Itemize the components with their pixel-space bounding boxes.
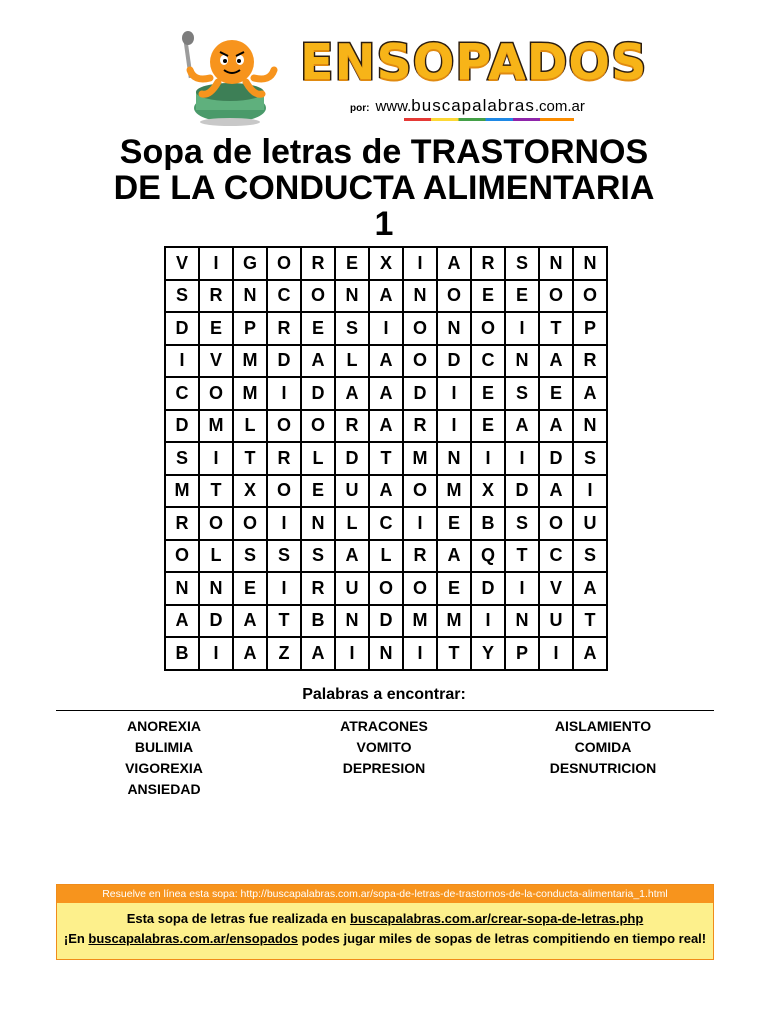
grid-cell: D [539, 442, 573, 475]
grid-cell: E [335, 247, 369, 280]
grid-cell: N [539, 247, 573, 280]
grid-cell: V [199, 345, 233, 378]
grid-cell: N [335, 280, 369, 313]
grid-cell: C [165, 377, 199, 410]
grid-cell: A [369, 280, 403, 313]
grid-cell: S [267, 540, 301, 573]
grid-cell: E [199, 312, 233, 345]
grid-cell: X [233, 475, 267, 508]
word-item: COMIDA [574, 739, 632, 755]
grid-cell: S [165, 280, 199, 313]
grid-cell: E [471, 410, 505, 443]
grid-row [165, 377, 607, 410]
grid-cell: D [403, 377, 437, 410]
grid-cell: A [369, 475, 403, 508]
grid-cell: I [267, 507, 301, 540]
grid-cell: M [403, 442, 437, 475]
grid-cell: A [335, 377, 369, 410]
rainbow-underline [404, 118, 574, 121]
grid-cell: I [505, 442, 539, 475]
grid-row [165, 442, 607, 475]
brand-name: ENSOPADOS [300, 34, 648, 91]
grid-cell: A [437, 247, 471, 280]
grid-cell: V [539, 572, 573, 605]
brand-logo [300, 34, 648, 94]
grid-cell: M [233, 345, 267, 378]
grid-cell: O [471, 312, 505, 345]
grid-cell: M [199, 410, 233, 443]
grid-row [165, 312, 607, 345]
grid-cell: A [539, 475, 573, 508]
grid-cell: V [165, 247, 199, 280]
grid-cell: O [301, 410, 335, 443]
footer-line-2 [57, 931, 713, 946]
grid-cell: T [233, 442, 267, 475]
page-title [0, 134, 768, 242]
grid-cell: T [199, 475, 233, 508]
grid-cell: D [505, 475, 539, 508]
grid-cell: T [539, 312, 573, 345]
grid-cell: L [335, 345, 369, 378]
grid-cell: C [471, 345, 505, 378]
grid-cell: N [437, 312, 471, 345]
grid-cell: R [199, 280, 233, 313]
grid-cell: N [301, 507, 335, 540]
grid-row [165, 637, 607, 670]
grid-cell: U [539, 605, 573, 638]
grid-cell: I [403, 507, 437, 540]
byline-label: por: [350, 103, 370, 114]
title-line-3: 1 [374, 205, 394, 243]
grid-cell: S [505, 507, 539, 540]
grid-cell: A [233, 605, 267, 638]
grid-cell: T [369, 442, 403, 475]
grid-cell: O [267, 410, 301, 443]
grid-row [165, 572, 607, 605]
word-item: ATRACONES [340, 718, 428, 734]
grid-cell: O [573, 280, 607, 313]
grid-cell: N [573, 410, 607, 443]
grid-cell: G [233, 247, 267, 280]
grid-cell: N [165, 572, 199, 605]
grid-cell: E [437, 507, 471, 540]
grid-cell: E [437, 572, 471, 605]
grid-cell: R [573, 345, 607, 378]
grid-cell: S [573, 442, 607, 475]
grid-cell: O [301, 280, 335, 313]
grid-cell: R [301, 572, 335, 605]
footer-line-1-text: Esta sopa de letras fue realizada en [126, 911, 350, 926]
grid-cell: S [233, 540, 267, 573]
grid-cell: S [505, 377, 539, 410]
grid-cell: E [233, 572, 267, 605]
grid-cell: I [199, 442, 233, 475]
grid-cell: M [437, 475, 471, 508]
grid-cell: E [471, 280, 505, 313]
grid-cell: Y [471, 637, 505, 670]
grid-row [165, 247, 607, 280]
grid-cell: A [573, 637, 607, 670]
grid-cell: N [573, 247, 607, 280]
grid-cell: O [403, 475, 437, 508]
word-list-column-3 [513, 716, 693, 779]
grid-cell: I [403, 637, 437, 670]
grid-cell: P [233, 312, 267, 345]
grid-cell: R [267, 442, 301, 475]
grid-cell: B [301, 605, 335, 638]
grid-cell: O [267, 475, 301, 508]
grid-cell: L [233, 410, 267, 443]
word-item: AISLAMIENTO [554, 718, 652, 734]
octopus-mascot-logo [180, 30, 280, 126]
grid-cell: N [505, 605, 539, 638]
grid-cell: S [301, 540, 335, 573]
grid-cell: D [369, 605, 403, 638]
grid-cell: D [301, 377, 335, 410]
grid-cell: O [403, 312, 437, 345]
grid-cell: I [539, 637, 573, 670]
grid-cell: I [471, 605, 505, 638]
word-item: ANOREXIA [127, 718, 201, 734]
grid-cell: O [267, 247, 301, 280]
footer-line-2-suffix: podes jugar miles de sopas de letras compitiendo en tiempo real! [297, 931, 707, 946]
grid-cell: I [505, 572, 539, 605]
grid-cell: S [165, 442, 199, 475]
grid-cell: N [403, 280, 437, 313]
word-list-column-2 [294, 716, 474, 779]
grid-cell: L [335, 507, 369, 540]
byline-domain-name: buscapalabras [411, 96, 535, 115]
grid-cell: U [573, 507, 607, 540]
grid-cell: A [369, 345, 403, 378]
word-item: DESNUTRICION [549, 760, 657, 776]
grid-cell: M [233, 377, 267, 410]
grid-cell: A [437, 540, 471, 573]
grid-cell: O [199, 377, 233, 410]
grid-cell: I [437, 410, 471, 443]
grid-cell: O [165, 540, 199, 573]
grid-cell: T [437, 637, 471, 670]
grid-cell: D [267, 345, 301, 378]
grid-cell: A [165, 605, 199, 638]
grid-cell: E [471, 377, 505, 410]
grid-cell: A [573, 377, 607, 410]
grid-cell: A [539, 345, 573, 378]
online-link-bar[interactable]: Resuelve en línea esta sopa: http://buscapalabras.com.ar/sopa-de-letras-de-trastornos-de-la-conducta-alimentaria_1.html [57, 885, 713, 903]
grid-cell: I [505, 312, 539, 345]
grid-cell: O [437, 280, 471, 313]
grid-cell: O [539, 280, 573, 313]
byline-domain-prefix: www. [375, 98, 412, 115]
grid-row [165, 507, 607, 540]
grid-cell: R [301, 247, 335, 280]
grid-cell: M [437, 605, 471, 638]
word-list-column-1 [74, 716, 254, 800]
word-item: DEPRESION [342, 760, 426, 776]
grid-cell: D [471, 572, 505, 605]
grid-cell: S [505, 247, 539, 280]
grid-cell: D [335, 442, 369, 475]
grid-cell: A [301, 637, 335, 670]
grid-cell: R [335, 410, 369, 443]
divider [56, 710, 714, 711]
grid-cell: U [335, 572, 369, 605]
grid-cell: R [471, 247, 505, 280]
grid-cell: U [335, 475, 369, 508]
grid-row [165, 475, 607, 508]
grid-cell: D [437, 345, 471, 378]
grid-row [165, 280, 607, 313]
header [180, 24, 648, 124]
grid-cell: S [573, 540, 607, 573]
grid-cell: L [369, 540, 403, 573]
grid-cell: E [301, 475, 335, 508]
word-item: VIGOREXIA [125, 760, 203, 776]
grid-cell: I [369, 312, 403, 345]
grid-cell: A [369, 410, 403, 443]
grid-cell: X [369, 247, 403, 280]
grid-cell: I [199, 247, 233, 280]
grid-cell: A [505, 410, 539, 443]
grid-cell: A [573, 572, 607, 605]
grid-cell: I [471, 442, 505, 475]
word-search-grid [164, 246, 608, 671]
grid-cell: C [267, 280, 301, 313]
grid-cell: I [403, 247, 437, 280]
brand-byline [350, 96, 585, 116]
grid-cell: D [199, 605, 233, 638]
grid-cell: A [335, 540, 369, 573]
grid-cell: A [369, 377, 403, 410]
grid-cell: N [505, 345, 539, 378]
footer-line-2-prefix: ¡En [63, 931, 89, 946]
grid-cell: Q [471, 540, 505, 573]
grid-cell: L [301, 442, 335, 475]
grid-cell: O [539, 507, 573, 540]
word-item: BULIMIA [134, 739, 194, 755]
grid-cell: I [437, 377, 471, 410]
grid-cell: S [335, 312, 369, 345]
word-list-heading: Palabras a encontrar: [302, 686, 466, 703]
grid-cell: B [165, 637, 199, 670]
grid-cell: N [233, 280, 267, 313]
grid-cell: E [539, 377, 573, 410]
grid-cell: O [403, 345, 437, 378]
grid-cell: X [471, 475, 505, 508]
grid-cell: D [165, 410, 199, 443]
grid-cell: O [369, 572, 403, 605]
grid-cell: N [199, 572, 233, 605]
grid-cell: E [301, 312, 335, 345]
grid-cell: R [165, 507, 199, 540]
grid-cell: B [471, 507, 505, 540]
grid-cell: T [505, 540, 539, 573]
grid-row [165, 605, 607, 638]
grid-cell: I [267, 377, 301, 410]
grid-cell: I [165, 345, 199, 378]
byline-domain-suffix: .com.ar [534, 98, 585, 115]
grid-cell: R [267, 312, 301, 345]
grid-cell: I [335, 637, 369, 670]
grid-cell: T [267, 605, 301, 638]
grid-cell: I [199, 637, 233, 670]
footer-line-1 [57, 911, 713, 926]
grid-cell: M [165, 475, 199, 508]
grid-cell: L [199, 540, 233, 573]
grid-cell: A [233, 637, 267, 670]
grid-cell: R [403, 540, 437, 573]
footer-box [56, 884, 714, 960]
grid-cell: D [165, 312, 199, 345]
grid-cell: P [505, 637, 539, 670]
grid-cell: E [505, 280, 539, 313]
grid-row [165, 540, 607, 573]
grid-cell: N [335, 605, 369, 638]
create-puzzle-link[interactable]: buscapalabras.com.ar/crear-sopa-de-letras.php [349, 911, 644, 926]
ensopados-link[interactable]: buscapalabras.com.ar/ensopados [88, 931, 298, 946]
grid-cell: R [403, 410, 437, 443]
grid-cell: P [573, 312, 607, 345]
grid-cell: A [539, 410, 573, 443]
grid-cell: T [573, 605, 607, 638]
grid-cell: A [301, 345, 335, 378]
grid-cell: N [369, 637, 403, 670]
grid-cell: O [233, 507, 267, 540]
grid-cell: I [573, 475, 607, 508]
grid-cell: C [539, 540, 573, 573]
grid-cell: N [437, 442, 471, 475]
word-item: ANSIEDAD [127, 781, 201, 797]
word-item: VOMITO [356, 739, 412, 755]
grid-cell: C [369, 507, 403, 540]
grid-row [165, 410, 607, 443]
grid-cell: M [403, 605, 437, 638]
grid-row [165, 345, 607, 378]
grid-cell: Z [267, 637, 301, 670]
title-line-1: Sopa de letras de TRASTORNOS [119, 133, 649, 171]
grid-cell: O [199, 507, 233, 540]
title-line-2: DE LA CONDUCTA ALIMENTARIA [113, 169, 655, 207]
grid-cell: O [403, 572, 437, 605]
grid-cell: I [267, 572, 301, 605]
